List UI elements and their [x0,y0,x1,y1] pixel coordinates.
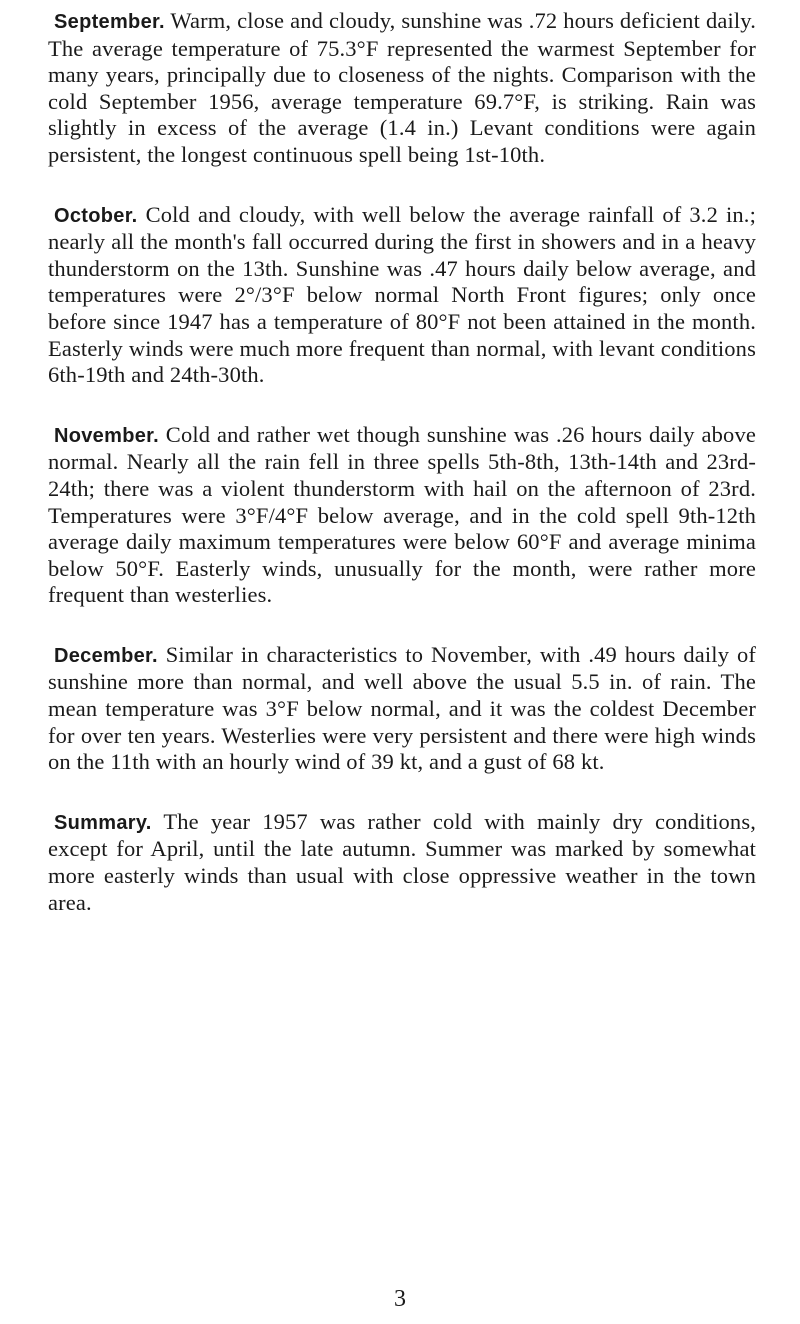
paragraph-heading: Summary. [54,811,152,834]
paragraph-heading: October. [54,204,138,227]
text-column [48,8,756,949]
paragraph-body: Cold and cloudy, with well below the average rainfall of 3.2 in.; nearly all the month's fall occurred during the first in showers and in a heavy thunderstorm on the 13th. Sunshine was .47 hours daily below average, and temperatures were 2°/3°F below normal North Front figures; only once before since 1947 has a temperature of 80°F not been attained in the month. Easterly winds were much more frequent than normal, with levant conditions 6th-19th and 24th-30th. [48,201,756,388]
paragraph-heading: November. [54,424,159,447]
page-number: 3 [394,1286,406,1312]
paragraph-heading: December. [54,644,158,667]
paragraph-body: Similar in characteristics to November, with .49 hours daily of sunshine more than normal, and well above the usual 5.5 in. of rain. The mean temperature was 3°F below normal, and it was the coldest December for over ten years. Westerlies were very persistent and there were high winds on the 11th with an hourly wind of 39 kt, and a gust of 68 kt. [48,641,756,775]
paragraph-december [48,642,756,776]
paragraph-november [48,422,756,609]
paragraph-body: Cold and rather wet though sunshine was .26 hours daily above normal. Nearly all the rain fell in three spells 5th-8th, 13th-14th and 23rd-24th; there was a violent thunderstorm with hail on the afternoon of 23rd. Temperatures were 3°F/4°F below average, and in the cold spell 9th-12th average daily maximum temperatures were below 60°F and average minima below 50°F. Easterly winds, unusually for the month, were rather more frequent than westerlies. [48,421,756,608]
paragraph-body: Warm, close and cloudy, sunshine was .72 hours deficient daily. The average temperature of 75.3°F represented the warmest September for many years, principally due to closeness of the nights. Comparison with the cold September 1956, average temperature 69.7°F, is striking. Rain was slightly in excess of the average (1.4 in.) Levant conditions were again persistent, the longest continuous spell being 1st-10th. [48,8,756,167]
paragraph-summary [48,809,756,916]
paragraph-heading: September. [54,11,165,33]
paragraph-september [48,8,756,169]
paragraph-body: The year 1957 was rather cold with mainly dry conditions, except for April, until the late autumn. Summer was marked by somewhat more easterly winds than usual with close oppressive weather in the town area. [48,808,756,915]
paragraph-october [48,202,756,389]
